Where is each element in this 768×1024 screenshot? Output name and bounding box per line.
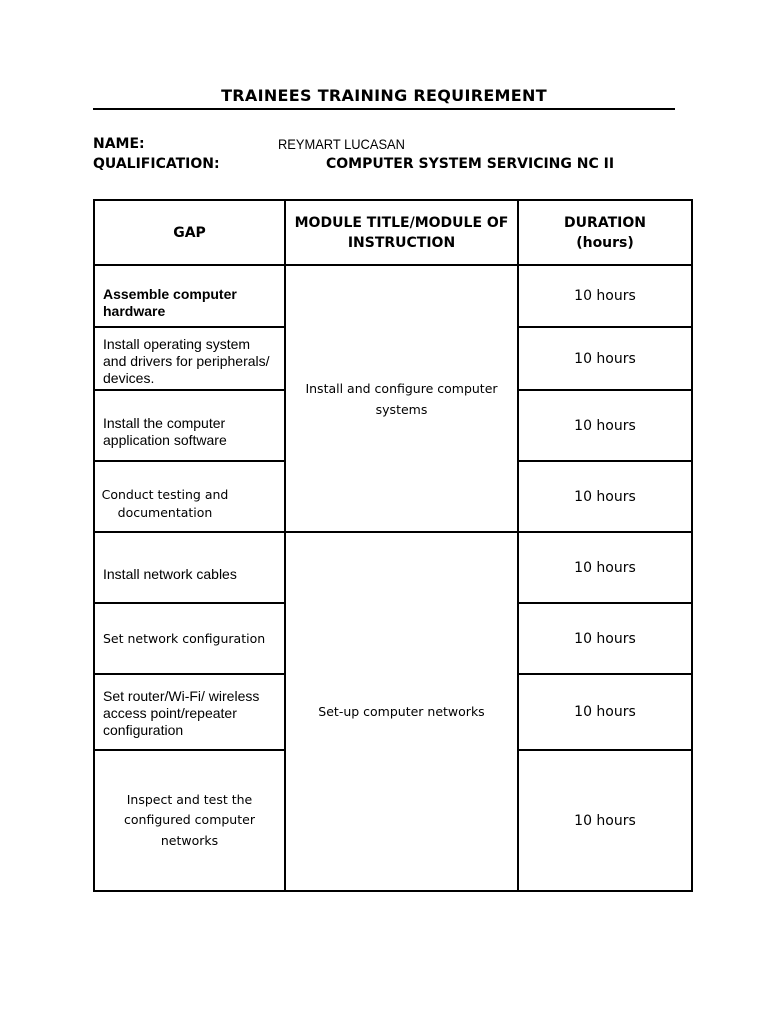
table-header-row [94,200,692,265]
gap-cell: Install the computer application software [94,390,285,461]
duration-cell: 10 hours [518,327,692,390]
gap-cell: Set network configuration [94,603,285,674]
gap-cell: Install network cables [94,532,285,603]
qualification-label: QUALIFICATION: [93,156,220,172]
training-requirement-table [93,199,693,892]
module-cell: Install and configure computer systems [285,265,518,532]
duration-cell: 10 hours [518,750,692,891]
header-module: MODULE TITLE/MODULE OF INSTRUCTION [285,200,518,265]
gap-text: Inspect and test the configured computer networks [124,791,255,848]
name-value: REYMART LUCASAN [278,136,405,152]
module-cell: Set-up computer networks [285,532,518,891]
title-underline [93,108,675,110]
header-duration: DURATION (hours) [518,200,692,265]
gap-cell [94,750,285,891]
gap-cell: Assemble computer hardware [94,265,285,327]
duration-cell: 10 hours [518,674,692,750]
duration-cell: 10 hours [518,532,692,603]
document-title: TRAINEES TRAINING REQUIREMENT [221,86,547,105]
gap-text: Conduct testing and documentation [101,486,229,520]
gap-cell: Set router/Wi-Fi/ wireless access point/repeater configuration [94,674,285,750]
gap-cell [94,461,285,532]
duration-cell: 10 hours [518,390,692,461]
duration-cell: 10 hours [518,603,692,674]
table-row [94,265,692,327]
table-row [94,532,692,603]
duration-cell: 10 hours [518,461,692,532]
gap-cell: Install operating system and drivers for peripherals/ devices. [94,327,285,390]
qualification-value: COMPUTER SYSTEM SERVICING NC II [326,156,615,172]
name-label: NAME: [93,136,145,152]
header-gap: GAP [94,200,285,265]
duration-cell: 10 hours [518,265,692,327]
